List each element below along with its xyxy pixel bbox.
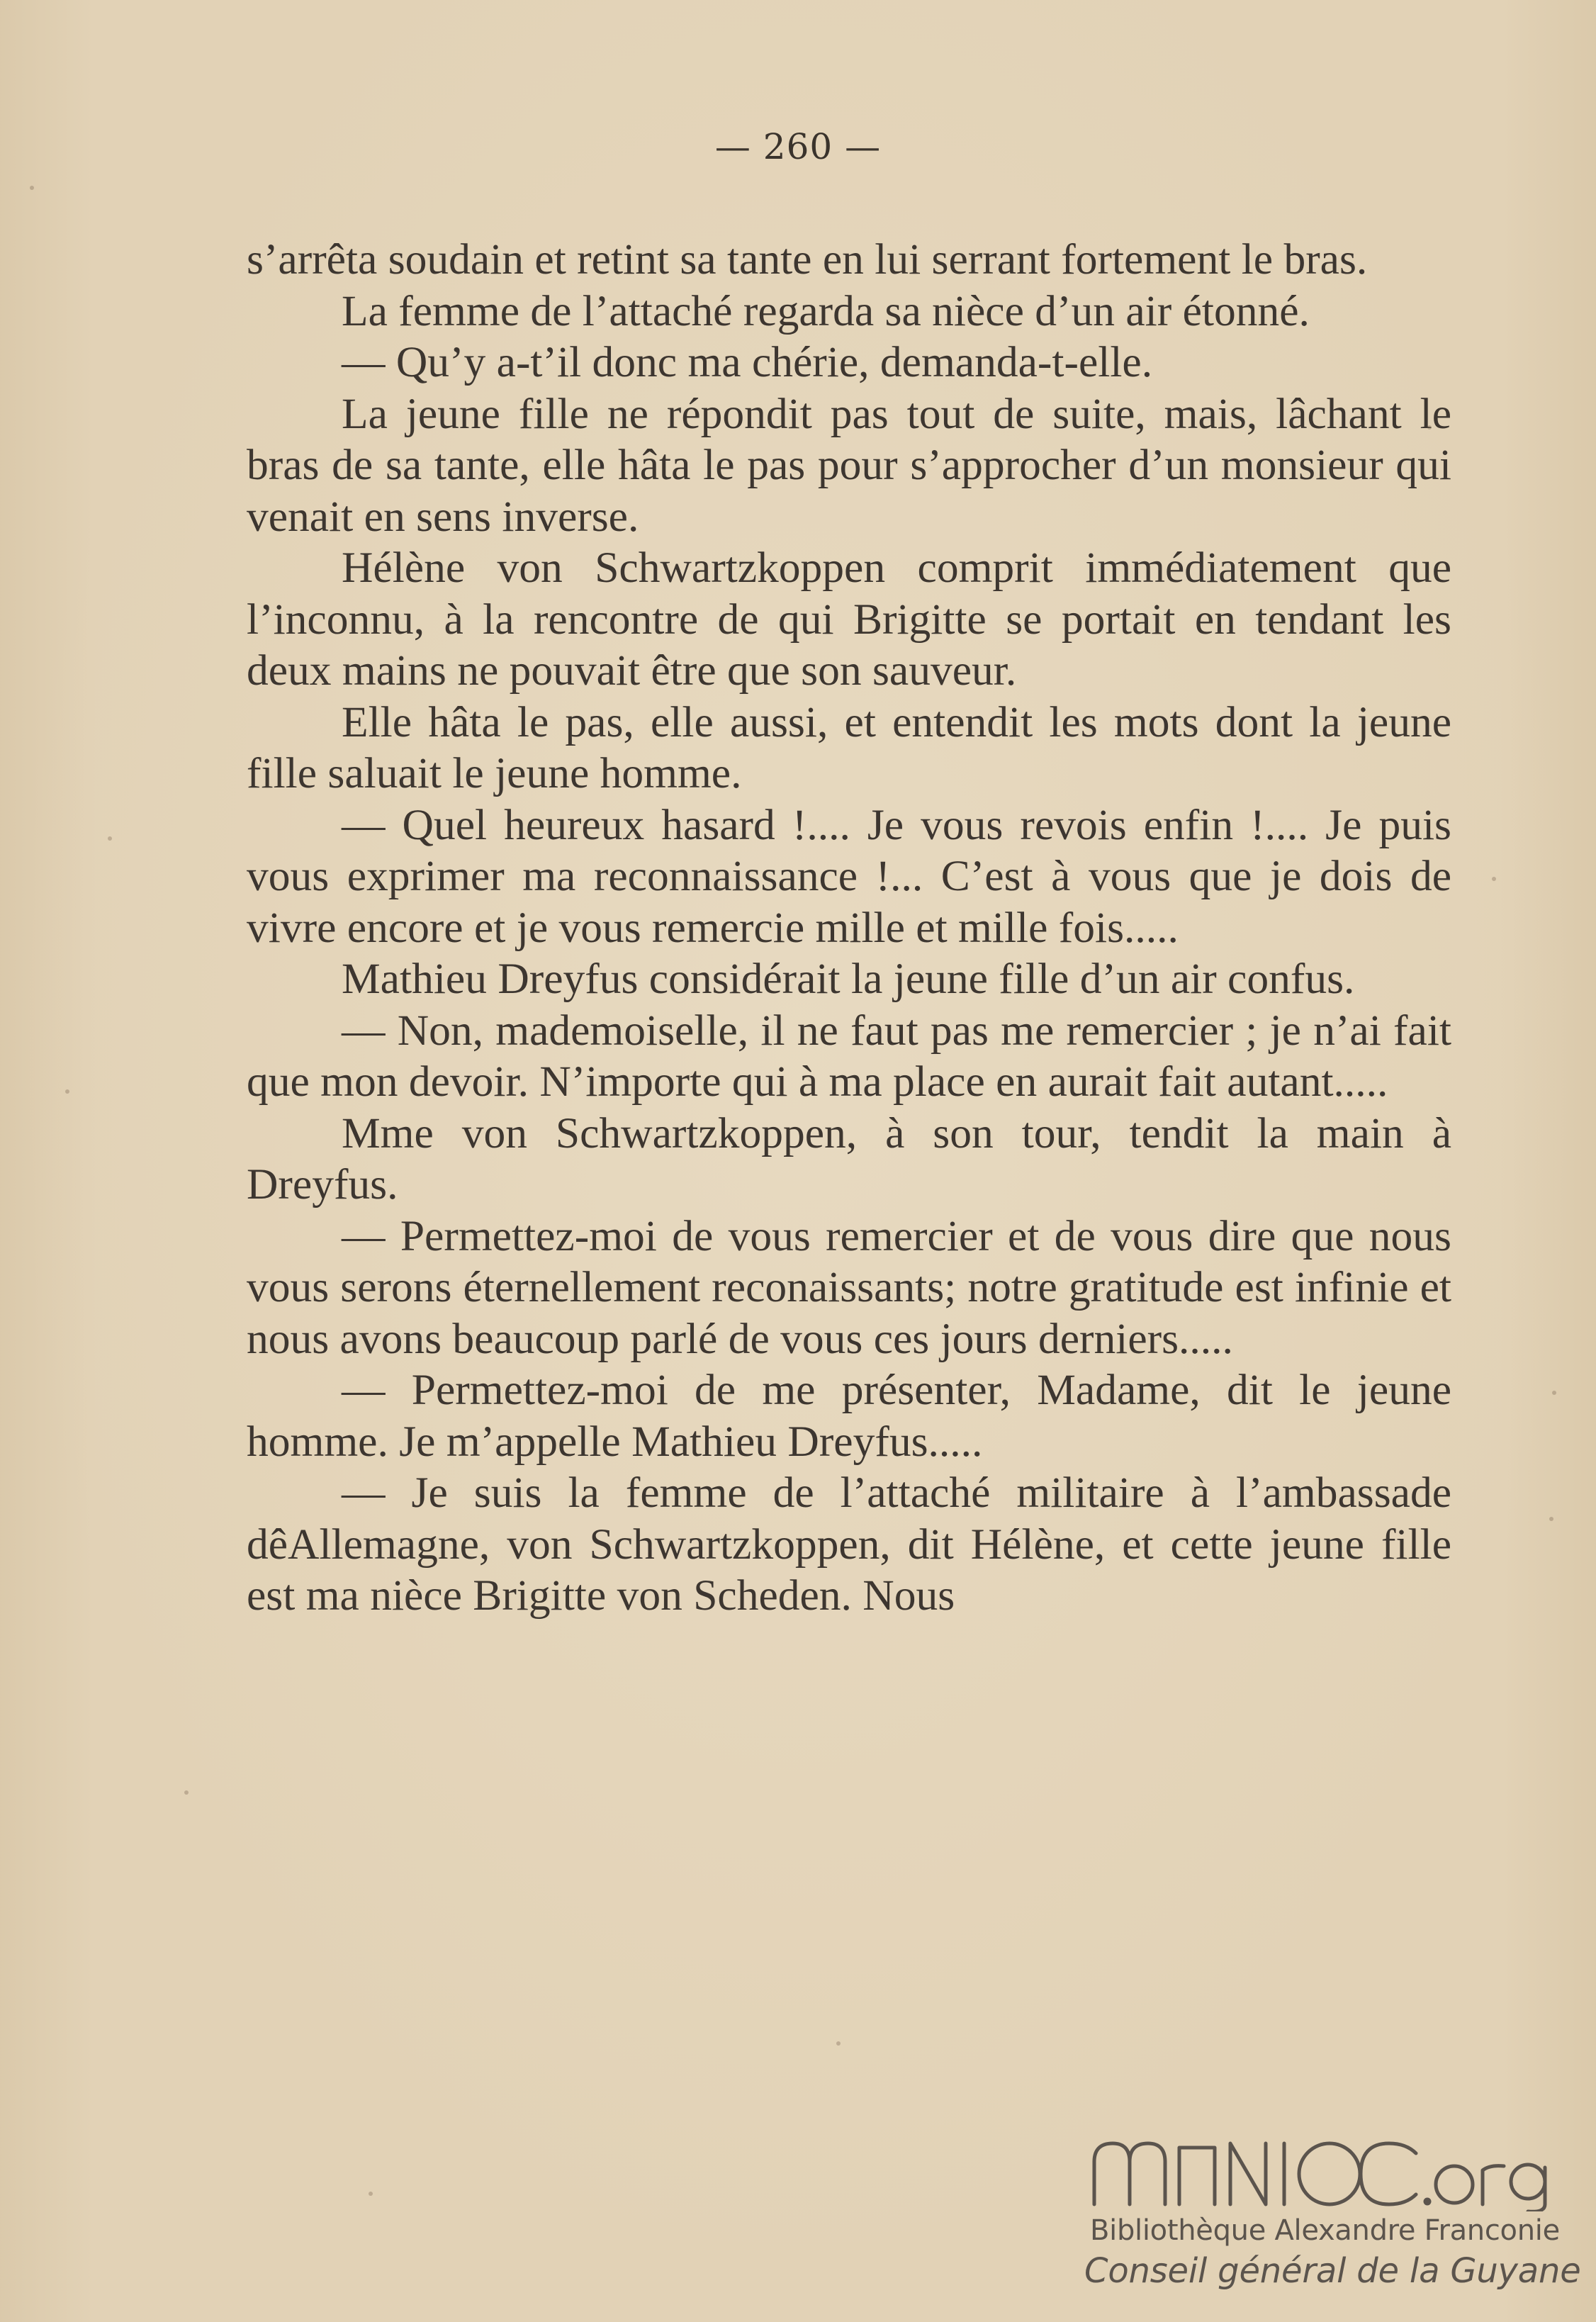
- paragraph: — Permettez-moi de me présenter, Madame, dit le jeune homme. Je m’appelle Mathieu Dreyfus.....: [247, 1366, 1451, 1466]
- paragraph: s’arrêta soudain et retint sa tante en lui serrant fortement le bras.: [247, 235, 1368, 284]
- paragraph: Mme von Schwartzkoppen, à son tour, tendit la main à Dreyfus.: [247, 1109, 1451, 1208]
- paragraph: — Quel heureux hasard !.... Je vous revois enfin !.... Je puis vous exprimer ma reconnaissance !... C’est à vous que je dois de vivre encore et je vous remercie mille et mille fois.....: [247, 800, 1451, 952]
- library-name: Bibliothèque Alexandre Franconie: [1090, 2214, 1560, 2247]
- paragraph: La femme de l’attaché regarda sa nièce d’un air étonné.: [342, 286, 1310, 335]
- paragraph: Elle hâta le pas, elle aussi, et entendit les mots dont la jeune fille saluait le jeune homme.: [247, 697, 1451, 797]
- page-number: — 260 —: [714, 126, 882, 167]
- paragraph: — Non, mademoiselle, il ne faut pas me remercier ; je n’ai fait que mon devoir. N’importe qui à ma place en aurait fait autant.....: [247, 1006, 1451, 1106]
- paragraph: — Qu’y a-t’il donc ma chérie, demanda-t-elle.: [342, 338, 1153, 386]
- council-name: Conseil général de la Guyane: [1084, 2251, 1581, 2291]
- paragraph: La jeune fille ne répondit pas tout de suite, mais, lâchant le bras de sa tante, elle hâta le pas pour s’approcher d’un monsieur qui venait en sens inverse.: [247, 389, 1451, 541]
- paragraph: Hélène von Schwartzkoppen comprit immédiatement que l’inconnu, à la rencontre de qui Brigitte se portait en tendant les deux mains ne pouvait être que son sauveur.: [247, 544, 1451, 695]
- manioc-logo: [1089, 2133, 1556, 2211]
- paragraph: — Permettez-moi de vous remercier et de vous dire que nous vous serons éternellement reconaissants; notre gratitude est infinie et nous avons beaucoup parlé de vous ces jours derniers.....: [247, 1211, 1451, 1363]
- paragraph: — Je suis la femme de l’attaché militaire à l’ambassade dêAllemagne, von Schwartzkoppen, dit Hélène, et cette jeune fille est ma nièce Brigitte von Scheden. Nous: [247, 1469, 1451, 1620]
- paragraph: Mathieu Dreyfus considérait la jeune fille d’un air confus.: [342, 955, 1355, 1003]
- body-text: [247, 234, 1451, 1622]
